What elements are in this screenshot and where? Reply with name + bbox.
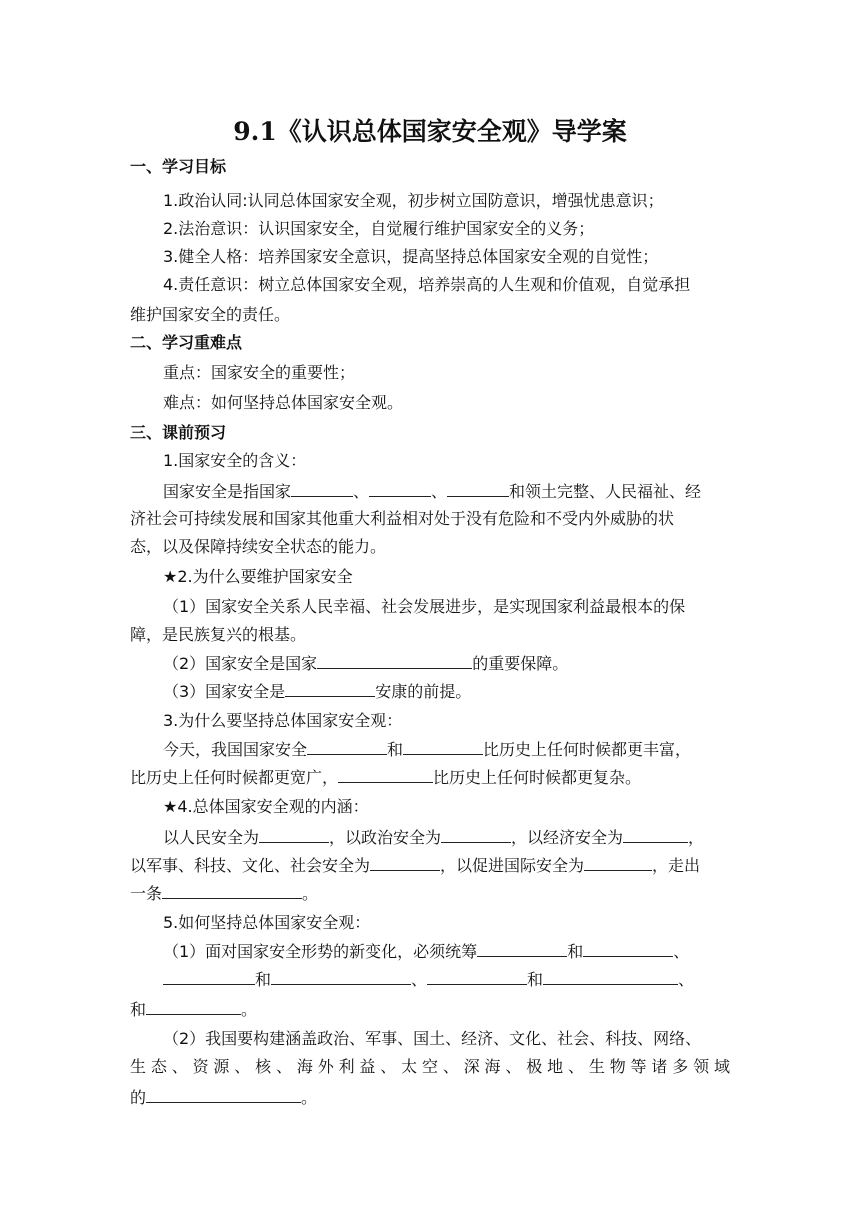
text: 和 [527, 970, 544, 989]
text: 比历史上任何时候都更复杂。 [433, 768, 642, 787]
fill-blank[interactable] [291, 480, 353, 497]
fill-blank[interactable] [285, 680, 375, 697]
text: 的 [130, 1088, 147, 1107]
text: 。 [301, 1088, 318, 1107]
text: 安康的前提。 [375, 682, 472, 701]
question-4-answer-line3 [130, 882, 730, 905]
fill-blank[interactable] [403, 738, 483, 755]
text: 以军事、科技、文化、社会安全为 [130, 856, 371, 875]
question-4-answer-line2 [130, 854, 730, 877]
fill-blank[interactable] [427, 968, 527, 985]
text: 和 [255, 970, 272, 989]
objective-4-line1: 4.责任意识：树立总体国家安全观，培养崇高的人生观和价值观，自觉承担 [163, 275, 691, 294]
fill-blank[interactable] [162, 882, 302, 899]
fill-blank[interactable] [369, 480, 431, 497]
text: 、 [673, 942, 690, 961]
question-2-item-3 [163, 680, 730, 703]
question-5: 5.如何坚持总体国家安全观： [163, 913, 371, 932]
question-2: ★2.为什么要维护国家安全 [163, 567, 353, 586]
fill-blank[interactable] [441, 826, 511, 843]
text: （2）国家安全是国家 [163, 654, 318, 673]
fill-blank[interactable] [623, 826, 688, 843]
text: 、 [678, 970, 695, 989]
text: 比历史上任何时候都更宽广， [130, 768, 339, 787]
question-1-answer-line2: 济社会可持续发展和国家其他重大利益相对处于没有危险和不受内外威胁的状 [130, 509, 675, 528]
fill-blank[interactable] [259, 826, 329, 843]
text: 。 [302, 884, 319, 903]
question-3-answer-line1 [163, 738, 730, 761]
text: 国家安全是指国家 [163, 482, 292, 501]
question-5-item-2-line1: （2）我国要构建涵盖政治、军事、国土、经济、文化、社会、科技、网络、 [163, 1029, 702, 1048]
question-4: ★4.总体国家安全观的内涵： [163, 797, 369, 816]
question-1-answer-line3: 态，以及保障持续安全状态的能力。 [130, 537, 387, 556]
text: （1）面对国家安全形势的新变化，必须统筹 [163, 942, 478, 961]
objective-4-line2: 维护国家安全的责任。 [130, 305, 291, 324]
question-5-item-2-line3 [130, 1086, 730, 1109]
question-1-answer-line1 [163, 480, 730, 503]
text: ，以促进国际安全为 [440, 856, 585, 875]
question-2-item-1-line1: （1）国家安全关系人民幸福、社会发展进步，是实现国家利益最根本的保 [163, 597, 686, 616]
text: 今天，我国国家安全 [163, 740, 308, 759]
fill-blank[interactable] [271, 968, 411, 985]
fill-blank[interactable] [163, 968, 255, 985]
text: 、 [353, 482, 370, 501]
question-5-item-1-line3 [130, 998, 730, 1021]
text: ，以政治安全为 [329, 828, 442, 847]
question-2-item-2 [163, 652, 730, 675]
fill-blank[interactable] [146, 1086, 301, 1103]
text: 的重要保障。 [472, 654, 569, 673]
document-title: 9.1《认识总体国家安全观》导学案 [233, 117, 627, 146]
difficult-point: 难点：如何坚持总体国家安全观。 [163, 393, 404, 412]
fill-blank[interactable] [338, 766, 433, 783]
question-5-item-1-line2 [163, 968, 763, 991]
text: ，走出 [652, 856, 701, 875]
question-5-item-1-line1 [163, 940, 730, 963]
question-1: 1.国家安全的含义： [163, 451, 307, 470]
question-2-item-1-line2: 障，是民族复兴的根基。 [130, 625, 307, 644]
text: 一条 [130, 884, 163, 903]
question-4-answer-line1 [163, 826, 730, 849]
fill-blank[interactable] [307, 738, 387, 755]
fill-blank[interactable] [584, 854, 652, 871]
section-heading-key-points: 二、学习重难点 [130, 333, 243, 352]
section-heading-preview: 三、课前预习 [130, 423, 227, 442]
question-5-item-2-line2: 生态、资源、核、海外利益、太空、深海、极地、生物等诸多领域 [130, 1057, 730, 1076]
objective-2: 2.法治意识：认识国家安全，自觉履行维护国家安全的义务； [163, 219, 595, 238]
fill-blank[interactable] [146, 998, 241, 1015]
fill-blank[interactable] [583, 940, 673, 957]
key-point: 重点：国家安全的重要性； [163, 363, 356, 382]
text: 和 [387, 740, 404, 759]
section-heading-objectives: 一、学习目标 [130, 157, 227, 176]
question-3: 3.为什么要坚持总体国家安全观： [163, 711, 403, 730]
text: 和 [130, 1000, 147, 1019]
text: 以人民安全为 [163, 828, 260, 847]
text: ，以经济安全为 [511, 828, 624, 847]
fill-blank[interactable] [317, 652, 472, 669]
question-3-answer-line2 [130, 766, 730, 789]
fill-blank[interactable] [447, 480, 509, 497]
fill-blank[interactable] [370, 854, 440, 871]
text: 、 [411, 970, 428, 989]
fill-blank[interactable] [543, 968, 678, 985]
objective-1: 1.政治认同:认同总体国家安全观，初步树立国防意识，增强忧患意识； [163, 191, 664, 210]
text: 。 [241, 1000, 258, 1019]
fill-blank[interactable] [477, 940, 567, 957]
text: ， [688, 828, 705, 847]
text: 和领土完整、人民福祉、经 [509, 482, 702, 501]
text: （3）国家安全是 [163, 682, 286, 701]
text: 比历史上任何时候都更丰富， [483, 740, 692, 759]
text: 、 [431, 482, 448, 501]
text: 和 [567, 942, 584, 961]
objective-3: 3.健全人格：培养国家安全意识，提高坚持总体国家安全观的自觉性； [163, 247, 659, 266]
